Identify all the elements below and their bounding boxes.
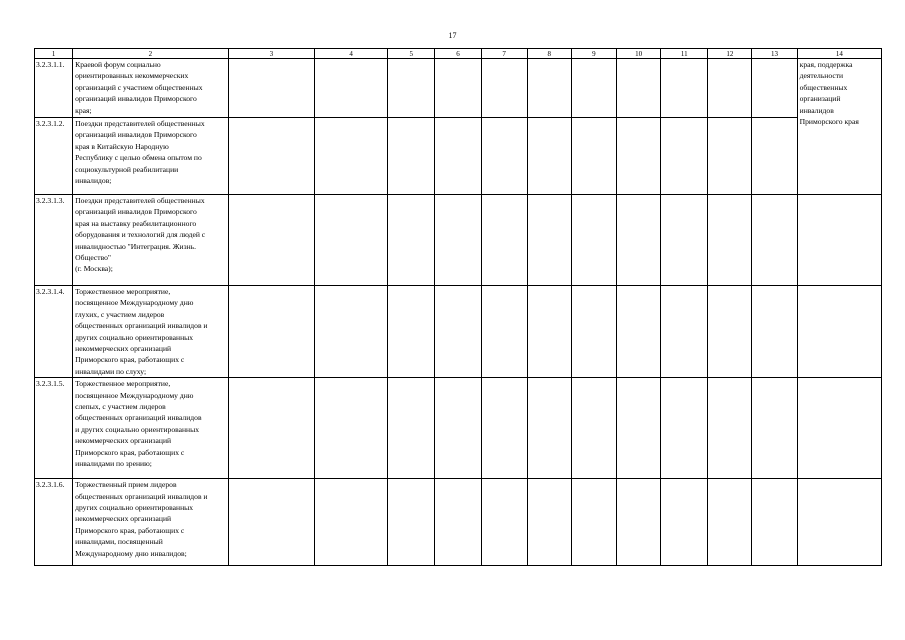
empty-cell — [314, 195, 387, 286]
header-cell: 9 — [571, 49, 616, 59]
header-cell: 4 — [314, 49, 387, 59]
empty-cell — [435, 479, 481, 566]
empty-cell — [527, 59, 571, 118]
empty-cell — [481, 118, 527, 195]
empty-cell — [527, 195, 571, 286]
empty-cell — [435, 59, 481, 118]
empty-cell — [752, 118, 797, 195]
empty-cell — [661, 286, 708, 378]
empty-cell — [752, 195, 797, 286]
table-body — [35, 49, 882, 566]
empty-cell — [481, 195, 527, 286]
header-cell: 7 — [481, 49, 527, 59]
column14-note: края, поддержка деятельности общественных организаций инвалидов Приморского края — [797, 59, 881, 195]
header-cell: 8 — [527, 49, 571, 59]
empty-cell — [752, 286, 797, 378]
row-description: Торжественный прием лидеров общественных организаций инвалидов и других социально ориентированных некоммерческих организаций Приморского края, работающих с инвалидами, посвященный Международному дню инвалидов; — [73, 479, 229, 566]
empty-cell — [481, 479, 527, 566]
row-code: 3.2.3.1.3. — [35, 195, 73, 286]
empty-cell — [617, 195, 661, 286]
empty-cell — [314, 479, 387, 566]
empty-cell — [314, 286, 387, 378]
empty-cell — [571, 479, 616, 566]
empty-cell — [314, 59, 387, 118]
row-description: Торжественное мероприятие, посвященное Международному дню глухих, с участием лидеров общественных организаций инвалидов и других социально ориентированных некоммерческих организаций Приморского края, работающих с инвалидами по слуху; — [73, 286, 229, 378]
empty-cell — [388, 378, 435, 479]
empty-cell — [527, 118, 571, 195]
header-cell: 2 — [73, 49, 229, 59]
empty-cell — [481, 59, 527, 118]
empty-cell — [752, 378, 797, 479]
empty-cell — [314, 378, 387, 479]
header-cell: 1 — [35, 49, 73, 59]
empty-cell — [527, 286, 571, 378]
empty-cell — [571, 378, 616, 479]
activities-table — [34, 48, 882, 566]
row-description: Поездки представителей общественных организаций инвалидов Приморского края в Китайскую Народную Республику с целью обмена опытом по социокультурной реабилитации инвалидов; — [73, 118, 229, 195]
empty-cell — [228, 59, 314, 118]
empty-cell — [481, 378, 527, 479]
empty-cell — [571, 59, 616, 118]
empty-cell — [708, 59, 752, 118]
empty-cell — [617, 118, 661, 195]
table-row — [35, 59, 882, 118]
empty-cell — [388, 118, 435, 195]
empty-cell — [571, 118, 616, 195]
empty-cell — [228, 286, 314, 378]
header-cell: 3 — [228, 49, 314, 59]
row-code: 3.2.3.1.6. — [35, 479, 73, 566]
empty-cell — [228, 118, 314, 195]
empty-cell — [661, 195, 708, 286]
empty-cell — [617, 378, 661, 479]
empty-cell — [228, 195, 314, 286]
table-row — [35, 195, 882, 286]
header-cell: 11 — [661, 49, 708, 59]
empty-cell — [708, 479, 752, 566]
header-cell: 10 — [617, 49, 661, 59]
empty-cell — [708, 286, 752, 378]
empty-cell — [527, 378, 571, 479]
empty-cell — [617, 479, 661, 566]
header-cell: 12 — [708, 49, 752, 59]
table-row — [35, 378, 882, 479]
row-code: 3.2.3.1.4. — [35, 286, 73, 378]
header-cell: 13 — [752, 49, 797, 59]
empty-cell — [708, 118, 752, 195]
empty-cell — [797, 195, 881, 286]
empty-cell — [661, 118, 708, 195]
empty-cell — [388, 479, 435, 566]
empty-cell — [481, 286, 527, 378]
empty-cell — [617, 286, 661, 378]
header-cell: 14 — [797, 49, 881, 59]
empty-cell — [388, 59, 435, 118]
empty-cell — [661, 59, 708, 118]
row-description: Краевой форум социально ориентированных некоммерческих организаций с участием общественных организаций инвалидов Приморского края; — [73, 59, 229, 118]
row-code: 3.2.3.1.2. — [35, 118, 73, 195]
empty-cell — [708, 195, 752, 286]
empty-cell — [797, 479, 881, 566]
empty-cell — [435, 378, 481, 479]
empty-cell — [228, 378, 314, 479]
row-code: 3.2.3.1.1. — [35, 59, 73, 118]
empty-cell — [571, 286, 616, 378]
empty-cell — [708, 378, 752, 479]
empty-cell — [435, 195, 481, 286]
empty-cell — [435, 118, 481, 195]
empty-cell — [228, 479, 314, 566]
empty-cell — [661, 479, 708, 566]
header-row — [35, 49, 882, 59]
empty-cell — [661, 378, 708, 479]
table-row — [35, 118, 882, 195]
table-row — [35, 479, 882, 566]
empty-cell — [752, 59, 797, 118]
empty-cell — [435, 286, 481, 378]
empty-cell — [571, 195, 616, 286]
empty-cell — [388, 286, 435, 378]
header-cell: 5 — [388, 49, 435, 59]
empty-cell — [752, 479, 797, 566]
table-row — [35, 286, 882, 378]
row-description: Торжественное мероприятие, посвященное Международному дню слепых, с участием лидеров общественных организаций инвалидов и других социально ориентированных некоммерческих организаций Приморского края, работающих с инвалидами по зрению; — [73, 378, 229, 479]
empty-cell — [617, 59, 661, 118]
row-description: Поездки представителей общественных организаций инвалидов Приморского края на выставку реабилитационного оборудования и технологий для людей с инвалидностью "Интеграция. Жизнь. Общество" (г. Москва); — [73, 195, 229, 286]
empty-cell — [314, 118, 387, 195]
page-number: 17 — [448, 31, 457, 40]
empty-cell — [388, 195, 435, 286]
empty-cell — [797, 286, 881, 378]
empty-cell — [797, 378, 881, 479]
empty-cell — [527, 479, 571, 566]
row-code: 3.2.3.1.5. — [35, 378, 73, 479]
header-cell: 6 — [435, 49, 481, 59]
